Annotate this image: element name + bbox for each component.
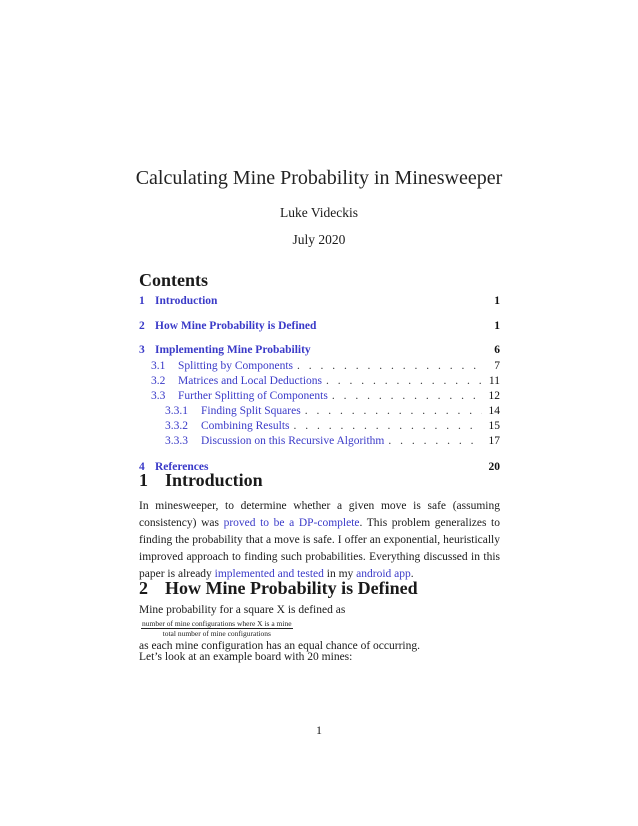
paragraph-text: as each mine configuration has an equal chance of occurring. bbox=[139, 640, 420, 652]
toc-entry-number[interactable]: 3 bbox=[139, 344, 145, 356]
toc-leader-dots bbox=[297, 359, 482, 373]
toc-entry-label[interactable]: Introduction bbox=[155, 295, 218, 307]
publication-date: July 2020 bbox=[292, 232, 346, 247]
paragraph-text: in my bbox=[323, 568, 357, 580]
paragraph-text: Mine probability for a square X is defined as bbox=[139, 604, 346, 616]
probability-fraction bbox=[141, 619, 293, 638]
page-number: 1 bbox=[316, 723, 322, 737]
paragraph-text: . This problem generalizes to finding the probability that a move is safe. I offer an exponential, heuristically improved approach to finding such probabilities. Everything discussed in this paper is already bbox=[139, 517, 500, 580]
section-title: How Mine Probability is Defined bbox=[165, 578, 418, 598]
toc-entry[interactable] bbox=[139, 404, 500, 418]
toc-entry[interactable] bbox=[139, 319, 500, 333]
toc-entry-number[interactable]: 3.3.3 bbox=[165, 435, 188, 447]
toc-leader-dots bbox=[294, 419, 483, 433]
toc-entry-number[interactable]: 3.3.1 bbox=[165, 405, 188, 417]
toc-entry[interactable] bbox=[139, 434, 500, 448]
introduction-paragraph bbox=[139, 498, 500, 583]
toc-leader-dots bbox=[326, 374, 482, 388]
toc-entry-page: 11 bbox=[488, 375, 500, 387]
toc-entry-label[interactable]: Splitting by Components bbox=[178, 360, 294, 372]
toc-entry-label[interactable]: Discussion on this Recursive Algorithm bbox=[201, 435, 385, 447]
toc-entry-label[interactable]: Further Splitting of Components bbox=[178, 390, 328, 402]
paper-title: Calculating Mine Probability in Minesweeper bbox=[135, 167, 503, 189]
toc-entry[interactable] bbox=[139, 374, 500, 388]
fraction-numerator: number of mine configurations where X is a mine bbox=[142, 619, 292, 628]
toc-entry-label[interactable]: References bbox=[155, 461, 209, 473]
section-number: 1 bbox=[139, 470, 148, 490]
contents-heading: Contents bbox=[139, 270, 209, 290]
toc-entry-label[interactable]: Finding Split Squares bbox=[201, 405, 301, 417]
toc-entry[interactable] bbox=[139, 419, 500, 433]
toc-entry-page: 15 bbox=[488, 420, 500, 432]
toc-entry-number[interactable]: 3.2 bbox=[151, 375, 166, 387]
section-2-heading bbox=[139, 578, 418, 599]
android-app-link[interactable]: android app bbox=[356, 568, 411, 580]
toc-entry[interactable] bbox=[139, 343, 500, 357]
toc-entry-page: 1 bbox=[494, 320, 500, 332]
toc-entry-number[interactable]: 4 bbox=[139, 461, 145, 473]
toc-entry-number[interactable]: 3.3.2 bbox=[165, 420, 188, 432]
toc-leader-dots bbox=[305, 404, 482, 418]
toc-entry-page: 17 bbox=[488, 435, 500, 447]
dp-complete-link[interactable]: proved to be a DP-complete bbox=[223, 517, 360, 529]
toc-entry-label[interactable]: How Mine Probability is Defined bbox=[155, 320, 317, 332]
toc-entry[interactable] bbox=[139, 294, 500, 308]
definition-paragraph bbox=[139, 602, 500, 655]
paragraph-text: In minesweeper, to determine whether a given move is safe (assuming consistency) was bbox=[139, 500, 500, 529]
toc-entry-number[interactable]: 3.3 bbox=[151, 390, 166, 402]
example-intro-paragraph: Let’s look at an example board with 20 mines: bbox=[139, 651, 353, 663]
toc-entry-page: 1 bbox=[494, 295, 500, 307]
toc-entry-label[interactable]: Implementing Mine Probability bbox=[155, 344, 311, 356]
toc-entry-page: 6 bbox=[494, 344, 500, 356]
section-number: 2 bbox=[139, 578, 148, 598]
toc-entry-page: 14 bbox=[488, 405, 500, 417]
toc-entry-label[interactable]: Combining Results bbox=[201, 420, 290, 432]
toc-entry-page: 7 bbox=[494, 360, 500, 372]
toc-entry-number[interactable]: 1 bbox=[139, 295, 145, 307]
toc-entry-page: 20 bbox=[488, 461, 500, 473]
toc-entry-number[interactable]: 3.1 bbox=[151, 360, 166, 372]
toc-entry-label[interactable]: Matrices and Local Deductions bbox=[178, 375, 323, 387]
toc-entry[interactable] bbox=[139, 389, 500, 403]
fraction-denominator: total number of mine configurations bbox=[162, 629, 271, 638]
toc-entry-number[interactable]: 2 bbox=[139, 320, 145, 332]
author-name: Luke Videckis bbox=[279, 205, 359, 220]
section-title: Introduction bbox=[165, 470, 263, 490]
toc-entry[interactable] bbox=[139, 359, 500, 373]
toc-leader-dots bbox=[332, 389, 482, 403]
toc-leader-dots bbox=[388, 434, 482, 448]
implemented-tested-link[interactable]: implemented and tested bbox=[214, 568, 324, 580]
section-1-heading bbox=[139, 470, 263, 491]
toc-entry-page: 12 bbox=[488, 390, 500, 402]
paragraph-text: . bbox=[410, 568, 414, 580]
